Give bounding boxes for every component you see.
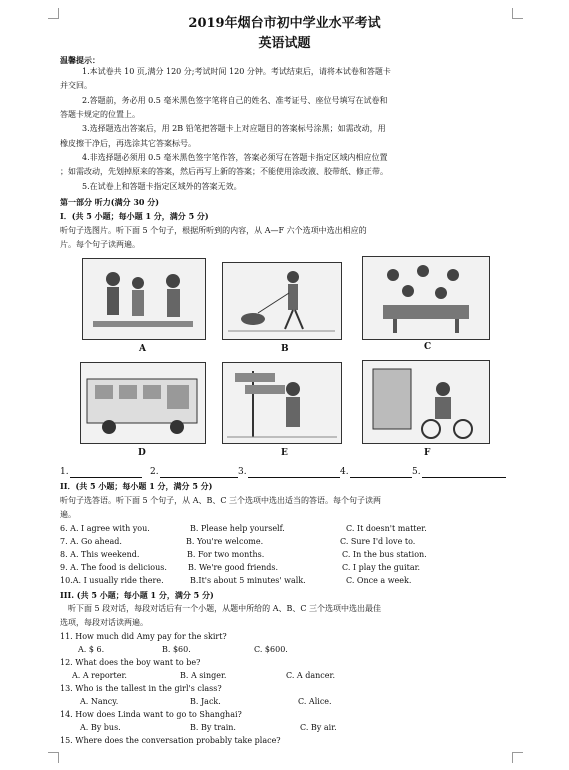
tips-line: ；如需改动，先划掉原来的答案，然后再写上新的答案；不能使用涂改液、胶带纸、修正带。 (60, 167, 388, 176)
question-text: 15. Where does the conversation probably take place? (60, 736, 281, 745)
blank-label: 5. (412, 467, 421, 477)
option-a[interactable]: 9. A. The food is delicious. (60, 563, 167, 572)
section1-instructions: 片。每个句子读两遍。 (60, 240, 140, 249)
option-a[interactable]: A. A reporter. (72, 671, 127, 680)
option-c[interactable]: C. Sure I'd love to. (340, 537, 416, 546)
option-b[interactable]: B. You're welcome. (186, 537, 264, 546)
option-b[interactable]: B. Please help yourself. (190, 524, 285, 533)
section3-heading: III. (共 5 小题；每小题 1 分，满分 5 分) (60, 590, 214, 600)
option-a[interactable]: A. By bus. (80, 723, 121, 732)
answer-blank-1[interactable] (70, 477, 142, 478)
picture-f (362, 360, 490, 444)
option-b[interactable]: B. We're good friends. (188, 563, 278, 572)
exam-title: 2019年烟台市初中学业水平考试 (188, 16, 381, 31)
answer-blank-5[interactable] (422, 477, 506, 478)
answer-blank-4[interactable] (350, 477, 412, 478)
question-text: 12. What does the boy want to be? (60, 658, 201, 667)
picture-f-drawing (363, 361, 489, 443)
crop-mark-bottom-left (48, 752, 59, 763)
section3-instructions: 听下面 5 段对话，每段对话后有一个小题，从题中所给的 A、B、C 三个选项中选出最佳 (68, 604, 382, 613)
question-text: 14. How does Linda want to go to Shanghai? (60, 710, 242, 719)
picture-e-drawing (223, 363, 341, 443)
picture-c (362, 256, 490, 340)
blank-label: 1. (60, 467, 69, 477)
option-a[interactable]: 7. A. Go ahead. (60, 537, 122, 546)
option-c[interactable]: C. In the bus station. (342, 550, 427, 559)
option-c[interactable]: C. I play the guitar. (342, 563, 421, 572)
picture-label-a: A (139, 344, 146, 354)
picture-label-e: E (281, 448, 288, 458)
section1-instructions: 听句子选图片。听下面 5 个句子，根据所听到的内容，从 A—F 六个选项中选出相应的 (60, 226, 367, 235)
tips-line: 并交回。 (60, 81, 92, 90)
tips-line: 3.选择题选出答案后，用 2B 铅笔把答题卡上对应题目的答案标号涂黑；如需改动，用 (82, 124, 386, 133)
crop-mark-bottom-right (512, 752, 523, 763)
option-c[interactable]: C. Alice. (298, 697, 332, 706)
option-b[interactable]: B. Jack. (190, 697, 221, 706)
section1-heading: I．(共 5 小题；每小题 1 分，满分 5 分) (60, 211, 209, 221)
option-a[interactable]: A. $ 6. (78, 645, 105, 654)
tips-line: 橡皮擦干净后，再选涂其它答案标号。 (60, 139, 196, 148)
picture-label-d: D (138, 448, 146, 458)
option-b[interactable]: B. A singer. (180, 671, 227, 680)
picture-b-drawing (223, 263, 341, 339)
picture-label-f: F (424, 448, 431, 458)
option-a[interactable]: 8. A. This weekend. (60, 550, 140, 559)
option-c[interactable]: C. A dancer. (286, 671, 335, 680)
option-b[interactable]: B. By train. (190, 723, 236, 732)
tips-heading: 温馨提示： (60, 55, 100, 65)
picture-a (82, 258, 206, 340)
exam-subtitle: 英语试题 (258, 36, 311, 51)
question-text: 11. How much did Amy pay for the skirt? (60, 632, 227, 641)
option-c[interactable]: C. It doesn't matter. (346, 524, 427, 533)
part1-heading: 第一部分 听力(满分 30 分) (60, 197, 160, 207)
blank-label: 2. (150, 467, 159, 477)
tips-line: 答题卡规定的位置上。 (60, 110, 140, 119)
section3-instructions: 选项，每段对话读两遍。 (60, 618, 148, 627)
option-c[interactable]: C. Once a week. (346, 576, 412, 585)
option-b[interactable]: B. For two months. (187, 550, 265, 559)
option-a[interactable]: 6. A. I agree with you. (60, 524, 150, 533)
blank-label: 3. (238, 467, 247, 477)
picture-b (222, 262, 342, 340)
picture-e (222, 362, 342, 444)
tips-line: 1.本试卷共 10 页,满分 120 分;考试时间 120 分钟。考试结束后，请将本试卷和答题卡 (82, 67, 391, 76)
picture-c-drawing (363, 257, 489, 339)
option-a[interactable]: A. Nancy. (80, 697, 119, 706)
tips-line: 5.在试卷上和答题卡指定区域外的答案无效。 (82, 182, 242, 191)
option-b[interactable]: B.It's about 5 minutes' walk. (190, 576, 306, 585)
tips-line: 4.非选择题必须用 0.5 毫米黑色签字笔作答，答案必须写在答题卡指定区域内相应位置 (82, 153, 388, 162)
section2-instructions: 听句子选答语。听下面 5 个句子，从 A、B、C 三个选项中选出适当的答语。每个句子读两 (60, 496, 382, 505)
picture-d-drawing (81, 363, 205, 443)
blank-label: 4. (340, 467, 349, 477)
answer-blank-3[interactable] (248, 477, 340, 478)
option-b[interactable]: B. $60. (162, 645, 191, 654)
option-a[interactable]: 10.A. I usually ride there. (60, 576, 164, 585)
picture-d (80, 362, 206, 444)
question-text: 13. Who is the tallest in the girl's class? (60, 684, 222, 693)
option-c[interactable]: C. $600. (254, 645, 288, 654)
picture-label-b: B (281, 344, 289, 354)
answer-blank-2[interactable] (160, 477, 238, 478)
tips-line: 2.答题前，务必用 0.5 毫米黑色签字笔将自己的姓名、准考证号、座位号填写在试卷和 (82, 96, 388, 105)
picture-a-drawing (83, 259, 205, 339)
section2-instructions: 遍。 (60, 510, 76, 519)
section2-heading: II．(共 5 小题；每小题 1 分，满分 5 分) (60, 481, 213, 491)
option-c[interactable]: C. By air. (300, 723, 337, 732)
answer-blanks (60, 467, 530, 479)
picture-label-c: C (424, 342, 432, 352)
